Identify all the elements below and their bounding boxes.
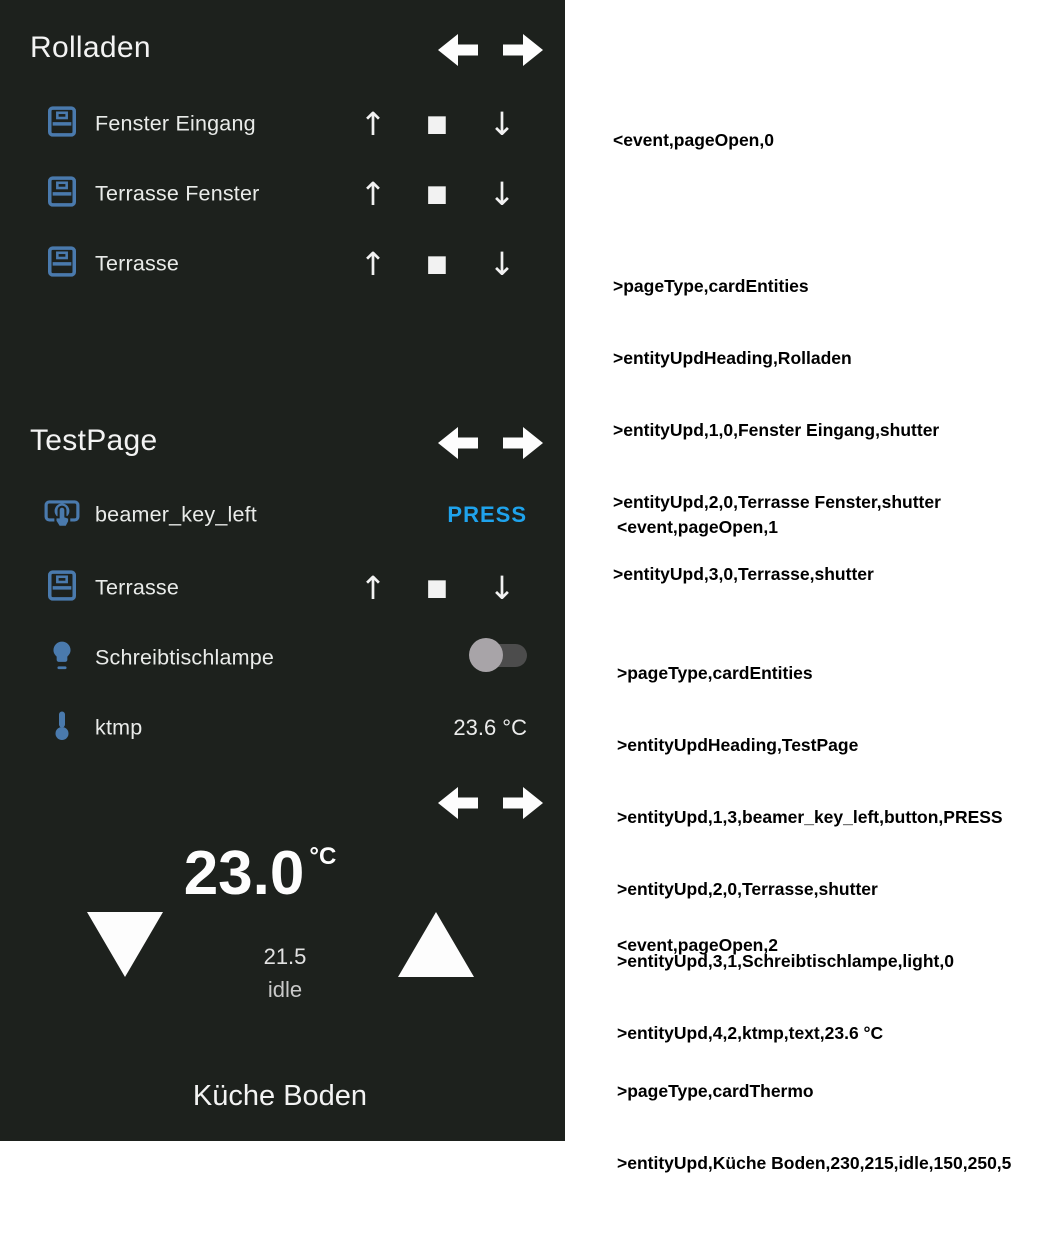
current-temperature-value: 23.0 [183, 839, 305, 908]
shutter-up-button[interactable]: ↑ [355, 558, 391, 618]
nav-next-button[interactable] [503, 426, 543, 460]
nav-next-button[interactable] [503, 786, 543, 820]
light-toggle-switch[interactable] [469, 638, 527, 672]
thermometer-icon [44, 710, 80, 747]
log-line: >entityUpdHeading,TestPage [617, 735, 859, 755]
log-line: >entityUpd,1,3,beamer_key_left,button,PRESS [617, 807, 1003, 827]
entity-label: beamer_key_left [95, 502, 257, 527]
log-line: >entityUpd,4,2,ktmp,text,23.6 °C [617, 1023, 884, 1043]
entity-label: Schreibtischlampe [95, 645, 275, 670]
log-line: >pageType,cardEntities [617, 663, 813, 683]
log-line: >pageType,cardThermo [617, 1081, 814, 1101]
shutter-stop-button[interactable]: ■ [419, 558, 455, 618]
window-shutter-icon [44, 176, 80, 212]
log-line: >pageType,cardEntities [613, 276, 809, 296]
entity-row [0, 234, 565, 294]
toggle-knob [469, 638, 503, 672]
target-temperature: 21.5 [263, 944, 307, 969]
entity-value: 23.6 °C [453, 715, 527, 740]
entity-label: Terrasse Fenster [95, 181, 260, 206]
log-line: >entityUpd,2,0,Terrasse,shutter [617, 879, 878, 899]
shutter-stop-button[interactable]: ■ [419, 94, 455, 154]
log-line: >entityUpd,2,0,Terrasse Fenster,shutter [613, 492, 941, 512]
shutter-up-button[interactable]: ↑ [355, 164, 391, 224]
entity-row [0, 164, 565, 224]
thermostat-state: idle [267, 977, 303, 1002]
arrow-right-icon [503, 808, 543, 823]
shutter-stop-button[interactable]: ■ [419, 164, 455, 224]
log-line: >entityUpdHeading,Rolladen [613, 348, 852, 368]
temp-increase-button[interactable] [398, 912, 474, 977]
log-line: >entityUpd,3,0,Terrasse,shutter [613, 564, 874, 584]
log-line: <event,pageOpen,1 [617, 517, 778, 537]
gesture-tap-button-icon [44, 496, 80, 535]
shutter-down-button[interactable]: ↓ [484, 234, 520, 294]
log-block-page2 [617, 885, 1011, 1247]
entity-label: Fenster Eingang [95, 111, 256, 136]
log-line: <event,pageOpen,0 [613, 130, 774, 150]
arrow-left-icon [438, 808, 478, 823]
nspanel-screen-column [0, 0, 565, 1141]
arrow-left-icon [438, 55, 478, 70]
nav-next-button[interactable] [503, 33, 543, 67]
shutter-up-button[interactable]: ↑ [355, 94, 391, 154]
page-heading: TestPage [30, 424, 158, 457]
entity-row [0, 94, 565, 154]
press-button[interactable]: PRESS [447, 502, 527, 527]
lightbulb-icon [44, 640, 80, 677]
log-line: >entityUpd,3,1,Schreibtischlampe,light,0 [617, 951, 954, 971]
log-line: >entityUpd,Küche Boden,230,215,idle,150,250,5 [617, 1153, 1012, 1173]
thermostat-title: Küche Boden [192, 1080, 368, 1112]
temperature-unit: °C [309, 843, 337, 870]
current-temperature [115, 838, 405, 923]
entity-label: ktmp [95, 715, 143, 740]
log-line: >entityUpd,1,0,Fenster Eingang,shutter [613, 420, 940, 440]
window-shutter-icon [44, 246, 80, 282]
entity-label: Terrasse [95, 251, 180, 276]
entity-row [0, 698, 565, 758]
entity-row [0, 485, 565, 545]
arrow-right-icon [503, 448, 543, 463]
arrow-left-icon [438, 448, 478, 463]
entity-row [0, 558, 565, 618]
nav-prev-button[interactable] [438, 426, 478, 460]
window-shutter-icon [44, 570, 80, 606]
entity-label: Terrasse [95, 575, 180, 600]
window-shutter-icon [44, 106, 80, 142]
nav-prev-button[interactable] [438, 33, 478, 67]
nav-prev-button[interactable] [438, 786, 478, 820]
shutter-up-button[interactable]: ↑ [355, 234, 391, 294]
arrow-right-icon [503, 55, 543, 70]
shutter-down-button[interactable]: ↓ [484, 94, 520, 154]
shutter-down-button[interactable]: ↓ [484, 164, 520, 224]
shutter-down-button[interactable]: ↓ [484, 558, 520, 618]
shutter-stop-button[interactable]: ■ [419, 234, 455, 294]
log-line: <event,pageOpen,2 [617, 935, 778, 955]
page-heading: Rolladen [30, 31, 151, 64]
temp-decrease-button[interactable] [87, 912, 163, 977]
